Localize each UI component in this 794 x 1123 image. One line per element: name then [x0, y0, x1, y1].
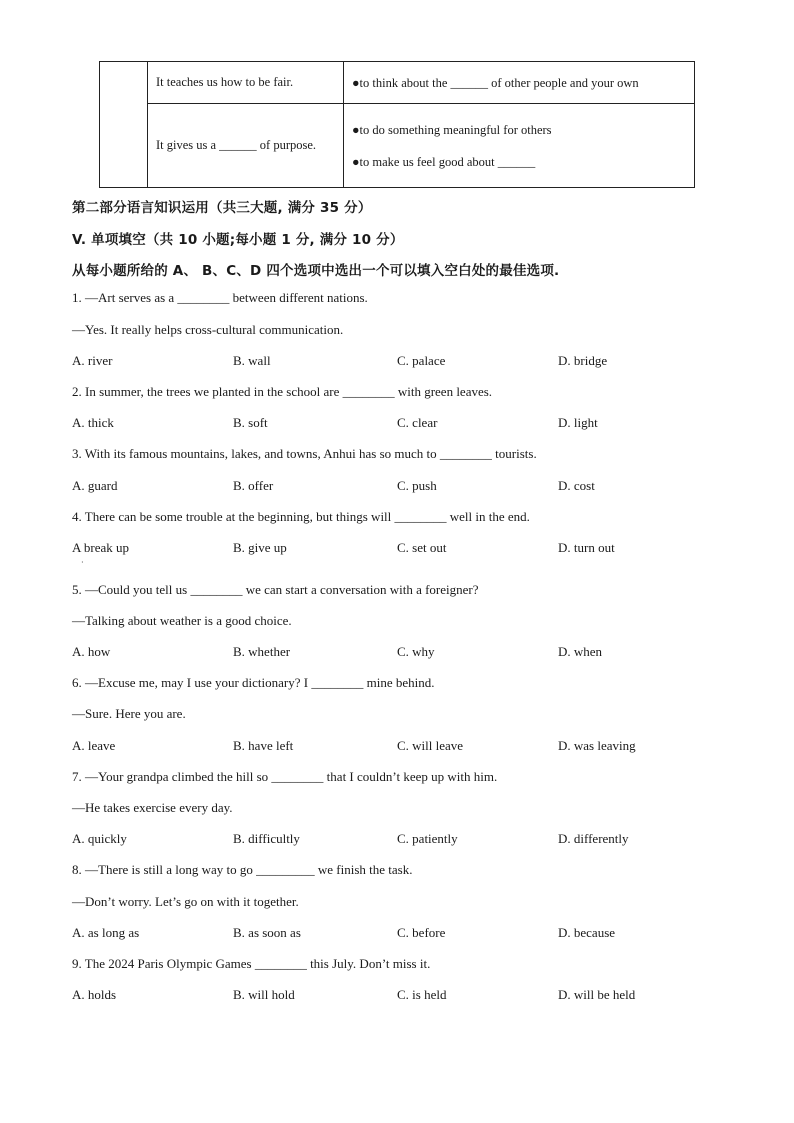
- option-b[interactable]: B. have left: [233, 738, 294, 753]
- question-stem: 5. —Could you tell us ________ we can start a conversation with a foreigner?: [72, 582, 479, 597]
- option-d[interactable]: D. was leaving: [558, 738, 636, 753]
- option-b[interactable]: B. offer: [233, 478, 274, 493]
- part-heading: 第二部分语言知识运用（共三大题, 满分 35 分）: [72, 200, 372, 216]
- option-b[interactable]: B. as soon as: [233, 925, 301, 940]
- option-a[interactable]: A. how: [72, 644, 111, 659]
- table-row: [100, 62, 695, 104]
- section-heading: V. 单项填空（共 10 小题;每小题 1 分, 满分 10 分）: [72, 232, 404, 248]
- option-c[interactable]: C. before: [397, 925, 446, 940]
- option-a[interactable]: A. holds: [72, 987, 117, 1002]
- option-c[interactable]: C. push: [397, 478, 437, 493]
- option-b[interactable]: B. soft: [233, 415, 268, 430]
- question-stem: 2. In summer, the trees we planted in the school are ________ with green leaves.: [72, 384, 493, 399]
- option-c[interactable]: C. palace: [397, 353, 446, 368]
- option-b[interactable]: B. will hold: [233, 987, 295, 1002]
- summary-table: [99, 61, 695, 188]
- option-a[interactable]: A. quickly: [72, 831, 127, 846]
- table-cell: [344, 104, 695, 188]
- stray-dot: ·: [81, 558, 84, 567]
- instruction-text: 从每小题所给的 A、 B、C、D 四个选项中选出一个可以填入空白处的最佳选项.: [72, 263, 560, 279]
- question-stem: 8. —There is still a long way to go _________ we finish the task.: [72, 862, 413, 877]
- option-c[interactable]: C. why: [397, 644, 435, 659]
- question-reply: —Talking about weather is a good choice.: [72, 613, 292, 628]
- question-reply: —Don’t worry. Let’s go on with it together.: [72, 894, 299, 909]
- option-d[interactable]: D. differently: [558, 831, 629, 846]
- table-cell: It gives us a ______ of purpose.: [148, 104, 344, 188]
- option-d[interactable]: D. when: [558, 644, 603, 659]
- bullet-item: ●to think about the ______ of other people and your own: [352, 75, 639, 90]
- option-d[interactable]: D. light: [558, 415, 598, 430]
- option-b[interactable]: B. give up: [233, 540, 287, 555]
- question-reply: —He takes exercise every day.: [72, 800, 233, 815]
- table-cell: [344, 62, 695, 104]
- question-stem: 9. The 2024 Paris Olympic Games ________ this July. Don’t miss it.: [72, 956, 431, 971]
- table-row: [100, 104, 695, 188]
- option-c[interactable]: C. patiently: [397, 831, 458, 846]
- option-c[interactable]: C. set out: [397, 540, 447, 555]
- option-a[interactable]: A. guard: [72, 478, 118, 493]
- option-b[interactable]: B. wall: [233, 353, 271, 368]
- question-stem: 4. There can be some trouble at the beginning, but things will ________ well in the end.: [72, 509, 530, 524]
- question-reply: —Yes. It really helps cross-cultural communication.: [72, 322, 344, 337]
- bullet-item: ●to do something meaningful for others: [352, 122, 552, 137]
- question-stem: 7. —Your grandpa climbed the hill so ________ that I couldn’t keep up with him.: [72, 769, 498, 784]
- option-d[interactable]: D. cost: [558, 478, 595, 493]
- option-b[interactable]: B. whether: [233, 644, 291, 659]
- question-stem: 3. With its famous mountains, lakes, and towns, Anhui has so much to ________ tourists.: [72, 446, 537, 461]
- option-a[interactable]: A. as long as: [72, 925, 140, 940]
- option-c[interactable]: C. is held: [397, 987, 447, 1002]
- option-a[interactable]: A. river: [72, 353, 113, 368]
- question-reply: —Sure. Here you are.: [72, 706, 186, 721]
- table-blank-cell: [100, 62, 148, 188]
- option-d[interactable]: D. bridge: [558, 353, 608, 368]
- option-b[interactable]: B. difficultly: [233, 831, 300, 846]
- option-d[interactable]: D. turn out: [558, 540, 615, 555]
- option-d[interactable]: D. will be held: [558, 987, 636, 1002]
- bullet-item: ●to make us feel good about ______: [352, 154, 536, 169]
- option-a[interactable]: A. thick: [72, 415, 114, 430]
- option-a[interactable]: A break up: [72, 540, 130, 555]
- option-c[interactable]: C. clear: [397, 415, 438, 430]
- option-c[interactable]: C. will leave: [397, 738, 464, 753]
- option-d[interactable]: D. because: [558, 925, 616, 940]
- option-a[interactable]: A. leave: [72, 738, 116, 753]
- table-cell: It teaches us how to be fair.: [148, 62, 344, 104]
- question-stem: 6. —Excuse me, may I use your dictionary? I ________ mine behind.: [72, 675, 435, 690]
- question-stem: 1. —Art serves as a ________ between different nations.: [72, 290, 368, 305]
